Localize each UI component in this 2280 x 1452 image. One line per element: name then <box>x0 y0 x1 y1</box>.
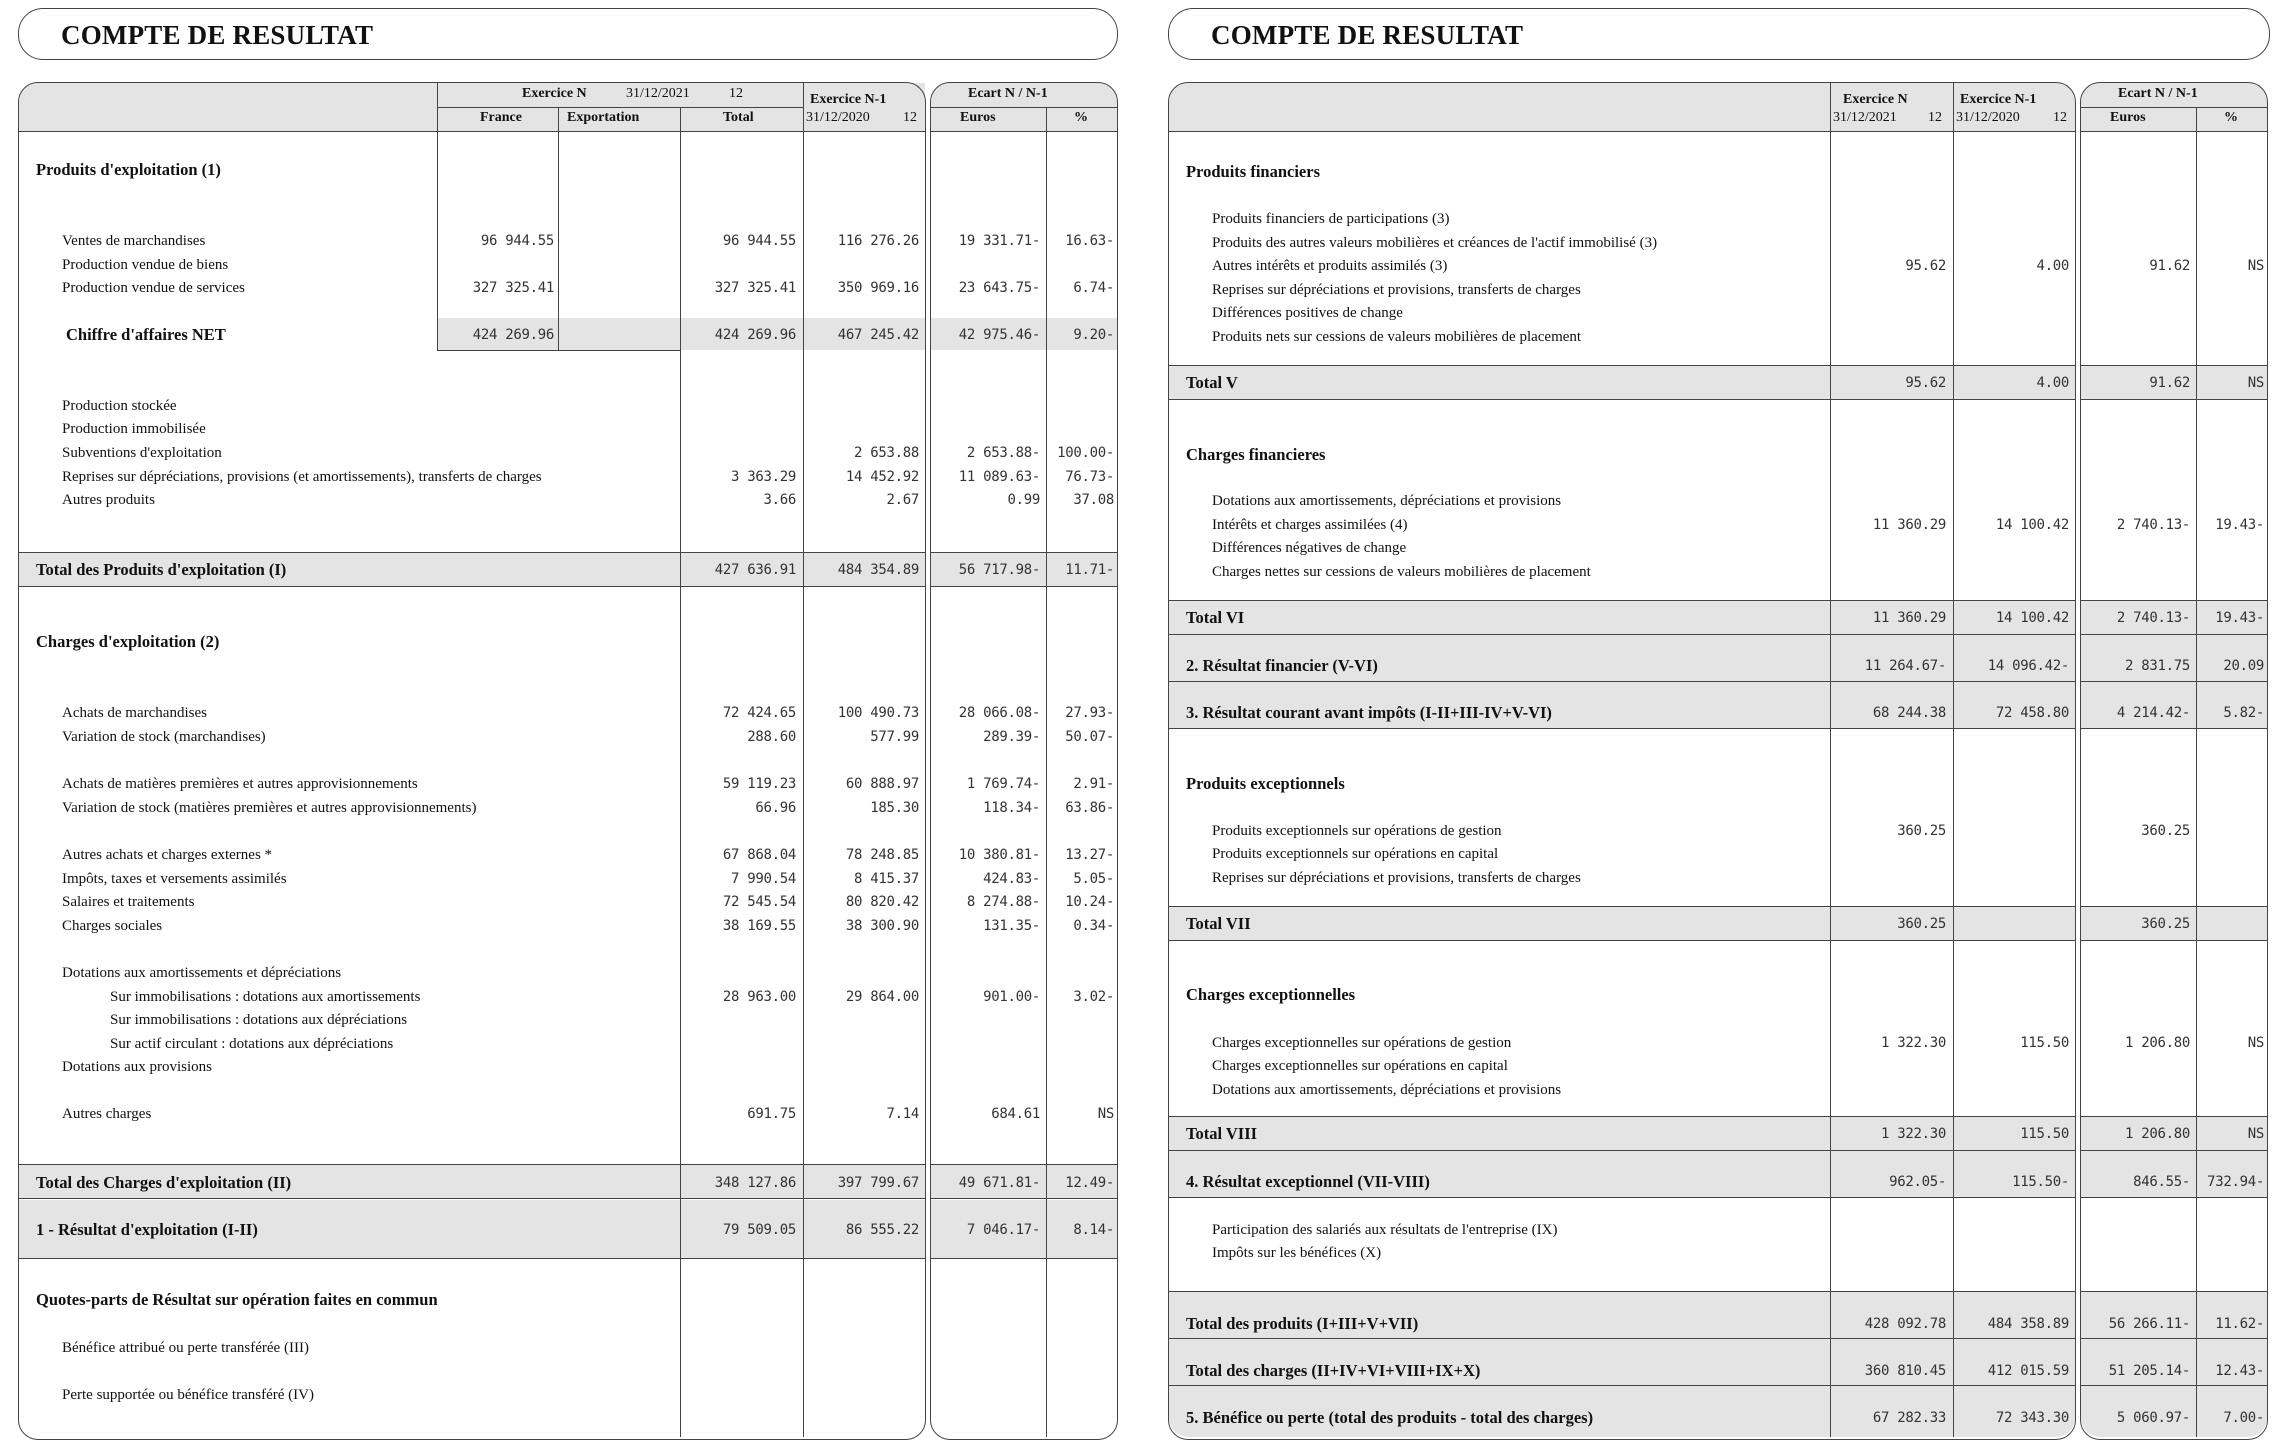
left-row-label: Total des Produits d'exploitation (I) <box>36 560 287 579</box>
right-cell-n1: 14 096.42- <box>1987 658 2069 674</box>
left-cell-n1: 577.99 <box>870 729 919 745</box>
right-sep <box>2081 1197 2267 1198</box>
right-sep <box>1169 1291 2075 1292</box>
right-cell-n1: 4.00 <box>2036 258 2069 274</box>
right-cell-n: 11 264.67- <box>1864 658 1946 674</box>
right-cell-n: 67 282.33 <box>1872 1410 1946 1426</box>
right-row-label: Intérêts et charges assimilées (4) <box>1212 517 1408 533</box>
left-cell-total: 427 636.91 <box>714 562 796 578</box>
left-cell-pct: NS <box>1097 1106 1114 1122</box>
left-row-label: Autres charges <box>62 1106 152 1122</box>
right-sep <box>2081 1291 2267 1292</box>
left-cell-n1: 185.30 <box>870 800 919 816</box>
left-row-label: Autres produits <box>62 492 155 508</box>
left-cell-total: 348 127.86 <box>714 1175 796 1191</box>
left-cell-pct: 12.49- <box>1065 1175 1114 1191</box>
right-ecart-mid-line <box>2081 107 2267 108</box>
right-cell-n: 95.62 <box>1905 375 1946 391</box>
right-row-label: Produits des autres valeurs mobilières et créances de l'actif immobilisé (3) <box>1212 235 1658 251</box>
right-hdr-months-n1: 12 <box>2053 110 2067 125</box>
left-cell-pct: 76.73- <box>1065 469 1114 485</box>
right-row-label: 4. Résultat exceptionnel (VII-VIII) <box>1186 1172 1430 1191</box>
right-row-label: Total VI <box>1186 608 1245 627</box>
left-row-label: Quotes-parts de Résultat sur opération faites en commun <box>36 1290 438 1309</box>
left-cell-total: 288.60 <box>747 729 796 745</box>
left-cell-total: 327 325.41 <box>714 280 796 296</box>
left-sep <box>19 1164 925 1165</box>
right-row-label: Produits financiers <box>1186 162 1320 181</box>
left-cell-euros: 901.00- <box>983 989 1040 1005</box>
right-row-label: 3. Résultat courant avant impôts (I-II+III-IV+V-VI) <box>1186 703 1552 722</box>
right-cell-pct: NS <box>2247 1126 2264 1142</box>
right-row-label: Total des produits (I+III+V+VII) <box>1186 1314 1419 1333</box>
left-row-label: Charges sociales <box>62 918 163 934</box>
right-sep <box>2081 365 2267 366</box>
right-cell-n1: 484 358.89 <box>1987 1316 2069 1332</box>
left-cell-total: 28 963.00 <box>722 989 796 1005</box>
right-cell-pct: 19.43- <box>2215 610 2264 626</box>
left-cell-total: 3.66 <box>763 492 796 508</box>
right-col-n <box>1830 83 1831 1437</box>
left-row-label: Production stockée <box>62 398 177 414</box>
right-row-label: Reprises sur dépréciations et provisions, transferts de charges <box>1212 282 1581 298</box>
right-page-title: COMPTE DE RESULTAT <box>1211 20 1524 50</box>
left-cell-n1: 116 276.26 <box>837 233 919 249</box>
left-row-label: Total des Charges d'exploitation (II) <box>36 1173 292 1192</box>
left-cell-total: 96 944.55 <box>722 233 796 249</box>
left-row-label: 1 - Résultat d'exploitation (I-II) <box>36 1220 258 1239</box>
right-hdr-exercice-n: Exercice N <box>1843 92 1908 107</box>
right-cell-euros: 91.62 <box>2149 258 2190 274</box>
left-cell-pct: 11.71- <box>1065 562 1114 578</box>
right-hdr-months-n: 12 <box>1928 110 1942 125</box>
right-sep <box>2081 600 2267 601</box>
right-row-label: Dotations aux amortissements, dépréciations et provisions <box>1212 1082 1562 1098</box>
left-sep <box>931 552 1117 553</box>
right-row-label: Reprises sur dépréciations et provisions, transferts de charges <box>1212 870 1581 886</box>
left-row-label: Bénéfice attribué ou perte transférée (III) <box>62 1340 309 1356</box>
left-header-line <box>19 131 925 132</box>
left-row-label: Impôts, taxes et versements assimilés <box>62 871 287 887</box>
left-cell-france: 327 325.41 <box>472 280 554 296</box>
left-cell-total: 59 119.23 <box>722 776 796 792</box>
right-sep <box>1169 940 2075 941</box>
right-row-label: Produits nets sur cessions de valeurs mobilières de placement <box>1212 329 1582 345</box>
left-row-label: Variation de stock (matières premières et autres approvisionnements) <box>62 800 477 816</box>
right-cell-euros: 56 266.11- <box>2108 1316 2190 1332</box>
left-sep <box>19 586 925 587</box>
left-cell-n1: 80 820.42 <box>845 894 919 910</box>
right-row-label: Total V <box>1186 373 1238 392</box>
left-cell-n1: 484 354.89 <box>837 562 919 578</box>
left-sep <box>931 586 1117 587</box>
left-hdr-months-n1: 12 <box>903 110 917 125</box>
right-row-label: Produits financiers de participations (3) <box>1212 211 1450 227</box>
left-cell-n1: 14 452.92 <box>845 469 919 485</box>
right-cell-pct: NS <box>2247 375 2264 391</box>
right-cell-n1: 14 100.42 <box>1995 610 2069 626</box>
right-header-line <box>1169 131 2075 132</box>
right-cell-pct: 20.09 <box>2223 658 2264 674</box>
left-cell-pct: 37.08 <box>1073 492 1114 508</box>
left-cell-n1: 8 415.37 <box>853 871 919 887</box>
right-cell-euros: 846.55- <box>2133 1174 2190 1190</box>
left-row-label: Achats de marchandises <box>62 705 207 721</box>
right-sep <box>1169 1116 2075 1117</box>
left-cell-pct: 63.86- <box>1065 800 1114 816</box>
left-hdr-exercice-n: Exercice N <box>522 86 587 101</box>
right-row-label: Total VIII <box>1186 1124 1258 1143</box>
right-cell-euros: 51 205.14- <box>2108 1363 2190 1379</box>
left-cell-france: 96 944.55 <box>480 233 554 249</box>
left-cell-euros: 118.34- <box>983 800 1040 816</box>
left-cell-pct: 13.27- <box>1065 847 1114 863</box>
left-col-n1 <box>803 83 804 1437</box>
right-row-label: 2. Résultat financier (V-VI) <box>1186 656 1378 675</box>
left-cell-pct: 10.24- <box>1065 894 1114 910</box>
right-cell-n1: 115.50 <box>2020 1035 2069 1051</box>
right-row-label: Charges financieres <box>1186 445 1326 464</box>
right-cell-euros: 1 206.80 <box>2124 1126 2190 1142</box>
left-row-label: Ventes de marchandises <box>62 233 206 249</box>
left-cell-pct: 5.05- <box>1073 871 1114 887</box>
right-row-label: Produits exceptionnels sur opérations de gestion <box>1212 823 1502 839</box>
left-col-pct <box>1046 107 1047 1437</box>
right-cell-n: 11 360.29 <box>1872 517 1946 533</box>
right-hdr-ecart: Ecart N / N-1 <box>2118 86 2198 101</box>
left-hdr-total: Total <box>723 110 754 125</box>
left-cell-euros: 684.61 <box>991 1106 1040 1122</box>
left-cell-n1: 38 300.90 <box>845 918 919 934</box>
left-sep <box>19 1198 925 1199</box>
left-row-label: Dotations aux provisions <box>62 1059 212 1075</box>
left-row-label: Perte supportée ou bénéfice transféré (IV) <box>62 1387 314 1403</box>
left-sep <box>19 552 925 553</box>
right-cell-n: 1 322.30 <box>1880 1035 1946 1051</box>
left-row-label: Achats de matières premières et autres approvisionnements <box>62 776 418 792</box>
right-cell-euros: 2 740.13- <box>2116 517 2190 533</box>
right-sep <box>1169 399 2075 400</box>
right-cell-n: 428 092.78 <box>1864 1316 1946 1332</box>
left-col-france <box>437 83 438 351</box>
left-row-label: Chiffre d'affaires NET <box>66 325 226 344</box>
right-row-label: Dotations aux amortissements, dépréciations et provisions <box>1212 493 1562 509</box>
right-hdr-pct: % <box>2224 110 2238 125</box>
right-row-label: Produits exceptionnels sur opérations en capital <box>1212 846 1499 862</box>
right-cell-n1: 115.50- <box>2012 1174 2069 1190</box>
right-row-label: Charges exceptionnelles <box>1186 985 1356 1004</box>
right-row-label: Total des charges (II+IV+VI+VIII+IX+X) <box>1186 1361 1481 1380</box>
left-exercice-n-line <box>437 107 803 108</box>
left-row-label: Sur immobilisations : dotations aux dépréciations <box>110 1012 408 1028</box>
left-cell-euros: 289.39- <box>983 729 1040 745</box>
left-sep <box>931 1164 1117 1165</box>
left-row-label: Sur actif circulant : dotations aux dépréciations <box>110 1036 394 1052</box>
right-page <box>1150 0 2280 1452</box>
left-cell-pct: 2.91- <box>1073 776 1114 792</box>
left-cell-euros: 49 671.81- <box>958 1175 1040 1191</box>
left-cell-n1: 78 248.85 <box>845 847 919 863</box>
right-cell-n: 360.25 <box>1897 823 1946 839</box>
right-cell-euros: 4 214.42- <box>2116 705 2190 721</box>
left-cell-euros: 23 643.75- <box>958 280 1040 296</box>
right-hdr-date-n: 31/12/2021 <box>1833 110 1897 125</box>
left-hdr-euros: Euros <box>960 110 996 125</box>
right-cell-n: 95.62 <box>1905 258 1946 274</box>
left-row-label: Variation de stock (marchandises) <box>62 729 266 745</box>
left-row-label: Reprises sur dépréciations, provisions (et amortissements), transferts de charges <box>62 469 542 485</box>
left-cell-euros: 0.99 <box>1007 492 1040 508</box>
left-cell-euros: 42 975.46- <box>958 327 1040 343</box>
right-cell-n: 1 322.30 <box>1880 1126 1946 1142</box>
right-sep <box>2081 1338 2267 1339</box>
left-page <box>0 0 1130 1452</box>
left-cell-total: 3 363.29 <box>730 469 796 485</box>
left-cell-euros: 19 331.71- <box>958 233 1040 249</box>
right-sep <box>1169 1385 2075 1386</box>
left-cell-n1: 2.67 <box>886 492 919 508</box>
right-row-label: Total VII <box>1186 914 1251 933</box>
right-cell-euros: 2 740.13- <box>2116 610 2190 626</box>
right-row-label: Charges exceptionnelles sur opérations en capital <box>1212 1058 1508 1074</box>
left-sep <box>931 1258 1117 1259</box>
left-row-label: Dotations aux amortissements et dépréciations <box>62 965 342 981</box>
left-hdr-pct: % <box>1074 110 1088 125</box>
left-cell-euros: 131.35- <box>983 918 1040 934</box>
right-sep <box>1169 728 2075 729</box>
left-cell-total: 79 509.05 <box>722 1222 796 1238</box>
right-cell-euros: 1 206.80 <box>2124 1035 2190 1051</box>
right-row-label: Autres intérêts et produits assimilés (3) <box>1212 258 1448 274</box>
right-hdr-exercice-n1: Exercice N-1 <box>1960 92 2037 107</box>
right-cell-pct: 7.00- <box>2223 1410 2264 1426</box>
right-row-label: Charges exceptionnelles sur opérations de gestion <box>1212 1035 1512 1051</box>
right-sep <box>2081 940 2267 941</box>
left-sep <box>19 1258 925 1259</box>
right-cell-n1: 72 458.80 <box>1995 705 2069 721</box>
left-col-total <box>680 107 681 1437</box>
right-sep <box>1169 906 2075 907</box>
right-sep <box>2081 634 2267 635</box>
right-sep <box>2081 399 2267 400</box>
left-row-label: Subventions d'exploitation <box>62 445 222 461</box>
right-row-label: 5. Bénéfice ou perte (total des produits - total des charges) <box>1186 1408 1594 1427</box>
right-cell-pct: NS <box>2247 1035 2264 1051</box>
right-cell-pct: 5.82- <box>2223 705 2264 721</box>
right-title-box <box>1168 8 2270 60</box>
right-cell-n: 962.05- <box>1889 1174 1946 1190</box>
right-cell-pct: 732.94- <box>2207 1174 2264 1190</box>
left-hdr-france: France <box>480 110 522 125</box>
right-cell-n1: 412 015.59 <box>1987 1363 2069 1379</box>
left-hdr-exportation: Exportation <box>567 110 640 125</box>
left-row-label: Production vendue de services <box>62 280 245 296</box>
left-cell-pct: 50.07- <box>1065 729 1114 745</box>
left-cell-euros: 11 089.63- <box>958 469 1040 485</box>
left-ca-bottom-line <box>437 350 681 351</box>
left-cell-total: 72 545.54 <box>722 894 796 910</box>
left-cell-euros: 7 046.17- <box>966 1222 1040 1238</box>
left-cell-n1: 2 653.88 <box>853 445 919 461</box>
left-cell-euros: 1 769.74- <box>966 776 1040 792</box>
left-cell-euros: 2 653.88- <box>966 445 1040 461</box>
left-cell-total: 691.75 <box>747 1106 796 1122</box>
left-page-title: COMPTE DE RESULTAT <box>61 20 374 50</box>
right-row-label: Impôts sur les bénéfices (X) <box>1212 1245 1382 1261</box>
right-sep <box>1169 365 2075 366</box>
left-cell-france: 424 269.96 <box>472 327 554 343</box>
left-cell-euros: 424.83- <box>983 871 1040 887</box>
left-cell-pct: 16.63- <box>1065 233 1114 249</box>
left-row-label: Production immobilisée <box>62 421 206 437</box>
right-cell-n1: 115.50 <box>2020 1126 2069 1142</box>
left-sep <box>931 1198 1117 1199</box>
left-cell-n1: 29 864.00 <box>845 989 919 1005</box>
left-row-label: Sur immobilisations : dotations aux amortissements <box>110 989 421 1005</box>
left-cell-n1: 467 245.42 <box>837 327 919 343</box>
right-cell-euros: 360.25 <box>2141 823 2190 839</box>
right-cell-n1: 14 100.42 <box>1995 517 2069 533</box>
right-hdr-euros: Euros <box>2110 110 2146 125</box>
right-sep <box>2081 681 2267 682</box>
right-cell-pct: 19.43- <box>2215 517 2264 533</box>
left-col-export <box>558 107 559 351</box>
right-cell-euros: 91.62 <box>2149 375 2190 391</box>
right-cell-n: 11 360.29 <box>1872 610 1946 626</box>
right-sep <box>1169 1150 2075 1151</box>
right-row-label: Produits exceptionnels <box>1186 774 1345 793</box>
right-cell-pct: 11.62- <box>2215 1316 2264 1332</box>
right-sep <box>2081 1150 2267 1151</box>
left-ecart-header-line <box>931 131 1117 132</box>
right-cell-n: 360.25 <box>1897 916 1946 932</box>
left-row-label: Production vendue de biens <box>62 257 229 273</box>
left-cell-euros: 56 717.98- <box>958 562 1040 578</box>
left-cell-total: 424 269.96 <box>714 327 796 343</box>
left-row-label: Salaires et traitements <box>62 894 195 910</box>
left-cell-total: 67 868.04 <box>722 847 796 863</box>
right-sep <box>2081 1116 2267 1117</box>
right-row-label: Différences positives de change <box>1212 305 1403 321</box>
right-sep <box>1169 1197 2075 1198</box>
right-sep <box>2081 906 2267 907</box>
left-title-box <box>18 8 1118 60</box>
left-cell-total: 66.96 <box>755 800 796 816</box>
left-cell-euros: 28 066.08- <box>958 705 1040 721</box>
right-cell-euros: 2 831.75 <box>2124 658 2190 674</box>
right-cell-pct: 12.43- <box>2215 1363 2264 1379</box>
left-hdr-exercice-n1: Exercice N-1 <box>810 92 887 107</box>
left-cell-n1: 100 490.73 <box>837 705 919 721</box>
left-cell-euros: 10 380.81- <box>958 847 1040 863</box>
left-cell-total: 7 990.54 <box>730 871 796 887</box>
left-hdr-date-n1: 31/12/2020 <box>806 110 870 125</box>
right-ecart-header-line <box>2081 131 2267 132</box>
right-hdr-date-n1: 31/12/2020 <box>1956 110 2020 125</box>
left-cell-n1: 350 969.16 <box>837 280 919 296</box>
right-sep <box>1169 634 2075 635</box>
left-row-label: Charges d'exploitation (2) <box>36 632 220 651</box>
left-cell-pct: 6.74- <box>1073 280 1114 296</box>
left-hdr-date-n: 31/12/2021 <box>626 86 690 101</box>
left-cell-pct: 3.02- <box>1073 989 1114 1005</box>
right-ecart-frame <box>2080 82 2268 1440</box>
left-cell-euros: 8 274.88- <box>966 894 1040 910</box>
right-col-n1 <box>1953 83 1954 1437</box>
right-cell-euros: 5 060.97- <box>2116 1410 2190 1426</box>
left-cell-pct: 100.00- <box>1057 445 1114 461</box>
left-cell-pct: 9.20- <box>1073 327 1114 343</box>
right-cell-euros: 360.25 <box>2141 916 2190 932</box>
right-sep <box>1169 600 2075 601</box>
right-sep <box>1169 681 2075 682</box>
right-sep <box>2081 1385 2267 1386</box>
right-sep <box>1169 1338 2075 1339</box>
right-cell-n: 68 244.38 <box>1872 705 1946 721</box>
right-row-label: Participation des salariés aux résultats de l'entreprise (IX) <box>1212 1222 1558 1238</box>
left-ecart-mid-line <box>931 107 1117 108</box>
left-cell-n1: 7.14 <box>886 1106 919 1122</box>
left-cell-pct: 8.14- <box>1073 1222 1114 1238</box>
right-row-label: Différences négatives de change <box>1212 540 1407 556</box>
left-cell-pct: 0.34- <box>1073 918 1114 934</box>
left-cell-pct: 27.93- <box>1065 705 1114 721</box>
left-hdr-months-n: 12 <box>729 86 743 101</box>
right-col-pct <box>2196 107 2197 1437</box>
right-cell-pct: NS <box>2247 258 2264 274</box>
right-cell-n: 360 810.45 <box>1864 1363 1946 1379</box>
right-sep <box>2081 728 2267 729</box>
left-cell-n1: 86 555.22 <box>845 1222 919 1238</box>
right-cell-n1: 4.00 <box>2036 375 2069 391</box>
left-row-label: Produits d'exploitation (1) <box>36 160 221 179</box>
left-hdr-ecart: Ecart N / N-1 <box>968 86 1048 101</box>
left-cell-n1: 397 799.67 <box>837 1175 919 1191</box>
right-cell-n1: 72 343.30 <box>1995 1410 2069 1426</box>
left-cell-n1: 60 888.97 <box>845 776 919 792</box>
left-row-label: Autres achats et charges externes * <box>62 847 273 863</box>
left-cell-total: 38 169.55 <box>722 918 796 934</box>
left-cell-total: 72 424.65 <box>722 705 796 721</box>
right-row-label: Charges nettes sur cessions de valeurs mobilières de placement <box>1212 564 1591 580</box>
